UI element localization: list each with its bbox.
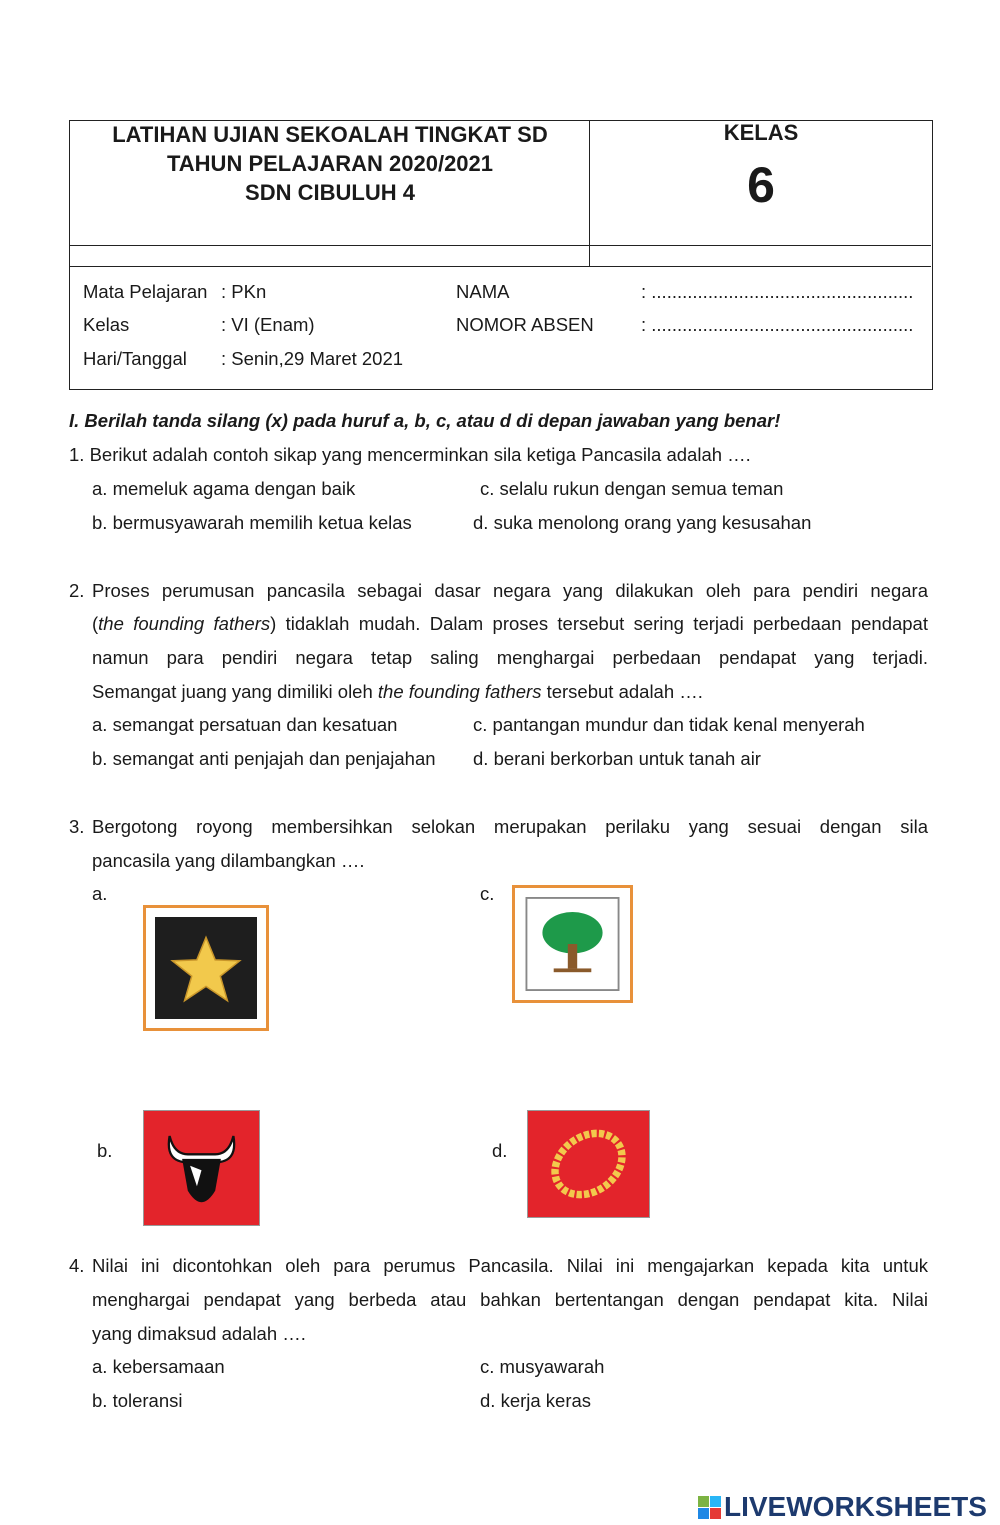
q2-line — [92, 613, 928, 635]
q1-option-c[interactable]: c. selalu rukun dengan semua teman — [480, 478, 784, 499]
q2-line: Proses perumusan pancasila sebagai dasar negara yang dilakukan oleh para pendiri negara — [92, 580, 928, 601]
q2-option-a[interactable]: a. semangat persatuan dan kesatuan — [92, 714, 398, 735]
q4-option-a[interactable]: a. kebersamaan — [92, 1356, 225, 1377]
liveworksheets-logo — [698, 1491, 987, 1523]
kelas-info-label: Kelas — [83, 314, 130, 335]
star-icon — [155, 917, 257, 1019]
title-line: LATIHAN UJIAN SEKOALAH TINGKAT SD — [112, 122, 548, 147]
text: ) tidaklah mudah. Dalam proses tersebut sering terjadi perbedaan pendapat — [270, 613, 928, 634]
banyan-tree-icon — [524, 897, 621, 991]
kelas-label: KELAS — [723, 120, 799, 145]
kelas-info-value: : VI (Enam) — [221, 314, 315, 335]
q2-line — [92, 681, 703, 703]
q3-option-c[interactable]: c. — [480, 883, 495, 904]
q1-text: 1. Berikut adalah contoh sikap yang mencerminkan sila ketiga Pancasila adalah …. — [69, 444, 751, 465]
absen-field[interactable]: : ................................................... — [641, 314, 914, 335]
q1-option-b[interactable]: b. bermusyawarah memilih ketua kelas — [92, 512, 412, 533]
q4-option-d[interactable]: d. kerja keras — [480, 1390, 592, 1411]
q2-option-c[interactable]: c. pantangan mundur dan tidak kenal menyerah — [473, 714, 865, 735]
q2-option-b[interactable]: b. semangat anti penjajah dan penjajahan — [92, 748, 436, 769]
hari-label: Hari/Tanggal — [83, 348, 187, 369]
q1-option-d[interactable]: d. suka menolong orang yang kesusahan — [473, 512, 812, 533]
q3-line: pancasila yang dilambangkan …. — [92, 850, 365, 871]
chain-icon — [528, 1111, 649, 1217]
q3-number: 3. — [69, 816, 85, 837]
star-symbol-image[interactable] — [143, 905, 269, 1031]
q4-line: yang dimaksud adalah …. — [92, 1323, 306, 1344]
q4-line: Nilai ini dicontohkan oleh para perumus Pancasila. Nilai ini mengajarkan kepada kita untuk — [92, 1255, 928, 1276]
mapel-value: : PKn — [221, 281, 267, 302]
q3-line: Bergotong royong membersihkan selokan merupakan perilaku yang sesuai dengan sila — [92, 816, 928, 837]
logo-text: LIVEWORKSHEETS — [724, 1491, 987, 1522]
italic-text: the founding fathers — [98, 613, 271, 634]
banyan-tree-image[interactable] — [512, 885, 633, 1003]
q4-line: menghargai pendapat yang berbeda atau bahkan bertentangan dengan pendapat kita. Nilai — [92, 1289, 928, 1310]
q2-line: namun para pendiri negara tetap saling menghargai perbedaan pendapat yang terjadi. — [92, 647, 928, 668]
q4-option-b[interactable]: b. toleransi — [92, 1390, 183, 1411]
italic-text: the founding fathers — [377, 681, 542, 702]
instruction: I. Berilah tanda silang (x) pada huruf a, b, c, atau d di depan jawaban yang benar! — [69, 410, 781, 431]
divider — [69, 245, 931, 267]
q2-number: 2. — [69, 580, 85, 601]
q4-option-c[interactable]: c. musyawarah — [480, 1356, 605, 1377]
absen-label: NOMOR ABSEN — [456, 314, 594, 335]
nama-field[interactable]: : ................................................... — [641, 281, 914, 302]
bull-head-icon — [144, 1111, 259, 1225]
q4-number: 4. — [69, 1255, 85, 1276]
nama-label: NAMA — [456, 281, 510, 302]
text: Semangat juang yang dimiliki oleh — [92, 681, 378, 702]
chain-image[interactable] — [527, 1110, 650, 1218]
q1-option-a[interactable]: a. memeluk agama dengan baik — [92, 478, 356, 499]
title-line: TAHUN PELAJARAN 2020/2021 — [166, 151, 494, 176]
title-line: SDN CIBULUH 4 — [245, 180, 415, 205]
text: ( — [92, 613, 99, 634]
q2-option-d[interactable]: d. berani berkorban untuk tanah air — [473, 748, 761, 769]
hari-value: : Senin,29 Maret 2021 — [221, 348, 404, 369]
q3-option-a[interactable]: a. — [92, 883, 108, 904]
q3-option-b[interactable]: b. — [97, 1140, 113, 1161]
kelas-value: 6 — [747, 157, 775, 213]
mapel-label: Mata Pelajaran — [83, 281, 208, 302]
live-badge-icon — [698, 1496, 721, 1519]
q3-option-d[interactable]: d. — [492, 1140, 508, 1161]
bull-head-image[interactable] — [143, 1110, 260, 1226]
text: tersebut adalah …. — [541, 681, 703, 702]
